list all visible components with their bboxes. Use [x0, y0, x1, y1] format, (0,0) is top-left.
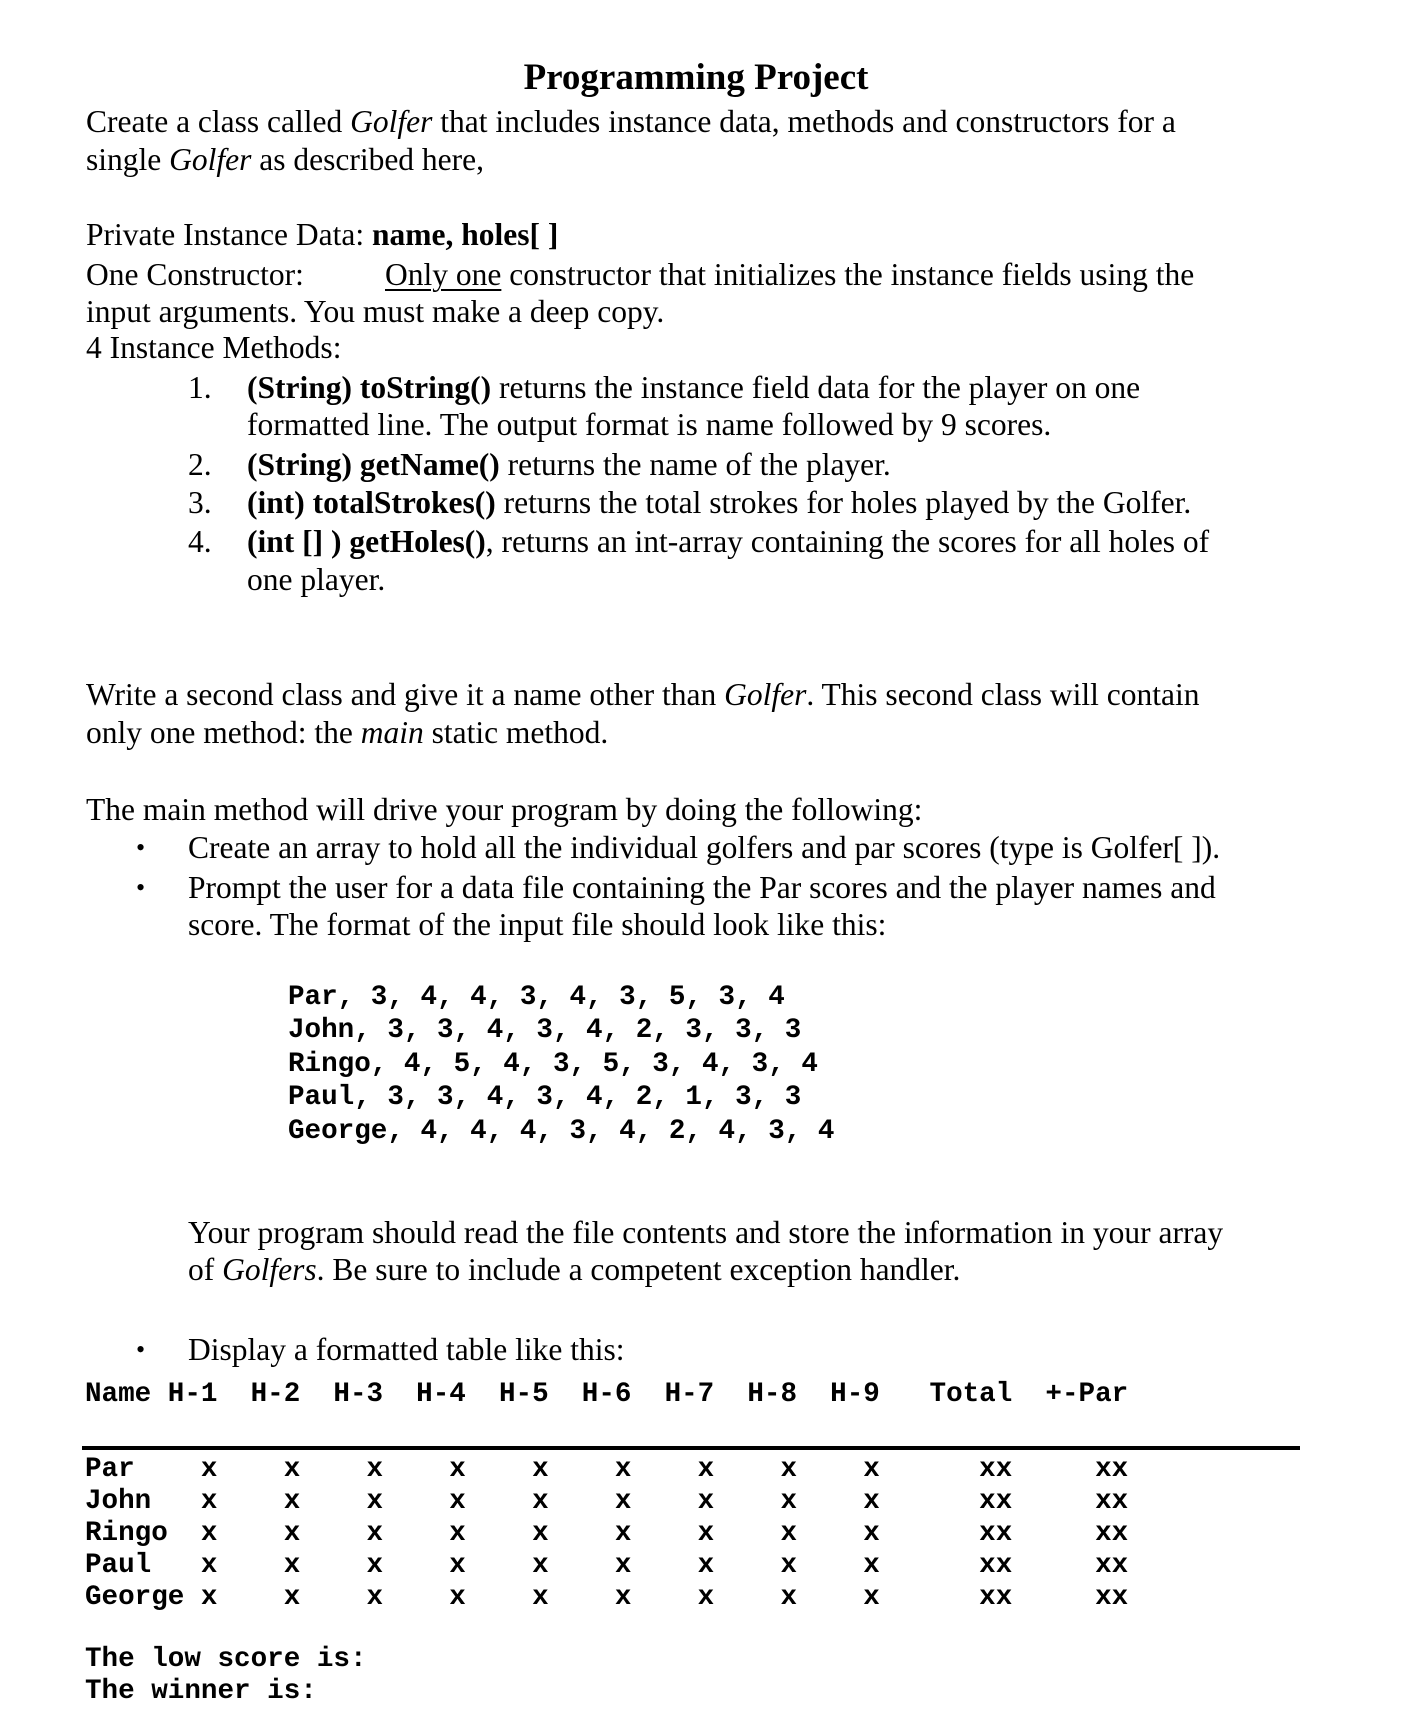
intro-line-2: [86, 140, 484, 180]
method-description: returns the total strokes for holes played by the Golfer.: [495, 485, 1192, 520]
method-number: 2.: [188, 447, 212, 482]
bullet-icon: •: [136, 873, 146, 902]
read-file-line-1: Your program should read the file contents and store the information in your array: [188, 1215, 1224, 1250]
class-name-golfer: Golfer: [724, 677, 807, 712]
private-data-line: [86, 215, 558, 255]
bullet-item-cont: score. The format of the input file should look like this:: [188, 907, 887, 942]
table-row: John x x x x x x x x x xx xx: [85, 1486, 1129, 1517]
second-class-text: Write a second class and give it a name other than: [86, 677, 725, 712]
method-description: returns the instance field data for the player on one: [491, 370, 1141, 405]
file-line: George, 4, 4, 4, 3, 4, 2, 4, 3, 4: [288, 1116, 835, 1147]
intro-text: Create a class called: [86, 104, 351, 139]
method-item: [247, 368, 1140, 408]
read-file-text: of: [188, 1252, 223, 1287]
bullet-icon: •: [136, 833, 146, 862]
method-item-cont: one player.: [247, 562, 386, 597]
intro-text: as described here,: [251, 142, 485, 177]
table-row: Paul x x x x x x x x x xx xx: [85, 1550, 1129, 1581]
bullet-icon: •: [136, 1335, 146, 1364]
methods-label: 4 Instance Methods:: [86, 330, 342, 365]
main-method-intro: The main method will drive your program by doing the following:: [86, 792, 923, 827]
read-file-line-2: [188, 1250, 960, 1290]
method-number: 4.: [188, 524, 212, 559]
private-data-label: Private Instance Data:: [86, 217, 373, 252]
bullet-item: Display a formatted table like this:: [188, 1332, 625, 1367]
class-name-golfer: Golfer: [350, 104, 433, 139]
table-divider: [82, 1446, 1300, 1450]
intro-text: single: [86, 142, 170, 177]
file-line: Paul, 3, 3, 4, 3, 4, 2, 1, 3, 3: [288, 1082, 802, 1113]
method-signature: (int [] ) getHoles(): [247, 524, 486, 559]
constructor-line: [385, 255, 1194, 295]
method-description: returns the name of the player.: [499, 447, 891, 482]
file-line: Ringo, 4, 5, 4, 3, 5, 3, 4, 3, 4: [288, 1049, 818, 1080]
method-item: [247, 522, 1209, 562]
method-item: [247, 445, 891, 485]
bullet-item: Create an array to hold all the individual golfers and par scores (type is Golfer[ ]).: [188, 830, 1221, 865]
table-row: Par x x x x x x x x x xx xx: [85, 1454, 1129, 1485]
second-class-text: static method.: [423, 715, 609, 750]
low-score-line: The low score is:: [85, 1644, 367, 1675]
intro-line-1: [86, 102, 1176, 142]
page-title: Programming Project: [523, 57, 869, 98]
file-line: Par, 3, 4, 4, 3, 4, 3, 5, 3, 4: [288, 982, 785, 1013]
method-number: 1.: [188, 370, 212, 405]
method-description: , returns an int-array containing the scores for all holes of: [485, 524, 1210, 559]
table-row: George x x x x x x x x x xx xx: [85, 1582, 1129, 1613]
private-data-fields: name, holes[ ]: [372, 217, 559, 252]
constructor-text: constructor that initializes the instance fields using the: [501, 257, 1195, 292]
class-name-golfer: Golfer: [169, 142, 252, 177]
constructor-label: One Constructor:: [86, 257, 304, 292]
class-name-golfers: Golfers: [222, 1252, 317, 1287]
table-header: Name H-1 H-2 H-3 H-4 H-5 H-6 H-7 H-8 H-9 Total +-Par: [85, 1379, 1129, 1410]
second-class-line-2: [86, 713, 608, 753]
method-name-main: main: [360, 715, 424, 750]
constructor-cont: input arguments. You must make a deep copy.: [86, 294, 665, 329]
second-class-line-1: [86, 675, 1199, 715]
method-item-cont: formatted line. The output format is name followed by 9 scores.: [247, 407, 1052, 442]
second-class-text: . This second class will contain: [806, 677, 1200, 712]
method-signature: (int) totalStrokes(): [247, 485, 496, 520]
table-row: Ringo x x x x x x x x x xx xx: [85, 1518, 1129, 1549]
method-number: 3.: [188, 485, 212, 520]
file-line: John, 3, 3, 4, 3, 4, 2, 3, 3, 3: [288, 1015, 802, 1046]
read-file-text: . Be sure to include a competent exception handler.: [316, 1252, 961, 1287]
method-item: [247, 483, 1191, 523]
method-signature: (String) getName(): [247, 447, 500, 482]
constructor-emphasis: Only one: [385, 257, 502, 292]
intro-text: that includes instance data, methods and constructors for a: [432, 104, 1176, 139]
method-signature: (String) toString(): [247, 370, 492, 405]
winner-line: The winner is:: [85, 1676, 317, 1707]
bullet-item: Prompt the user for a data file containing the Par scores and the player names and: [188, 870, 1216, 905]
second-class-text: only one method: the: [86, 715, 361, 750]
